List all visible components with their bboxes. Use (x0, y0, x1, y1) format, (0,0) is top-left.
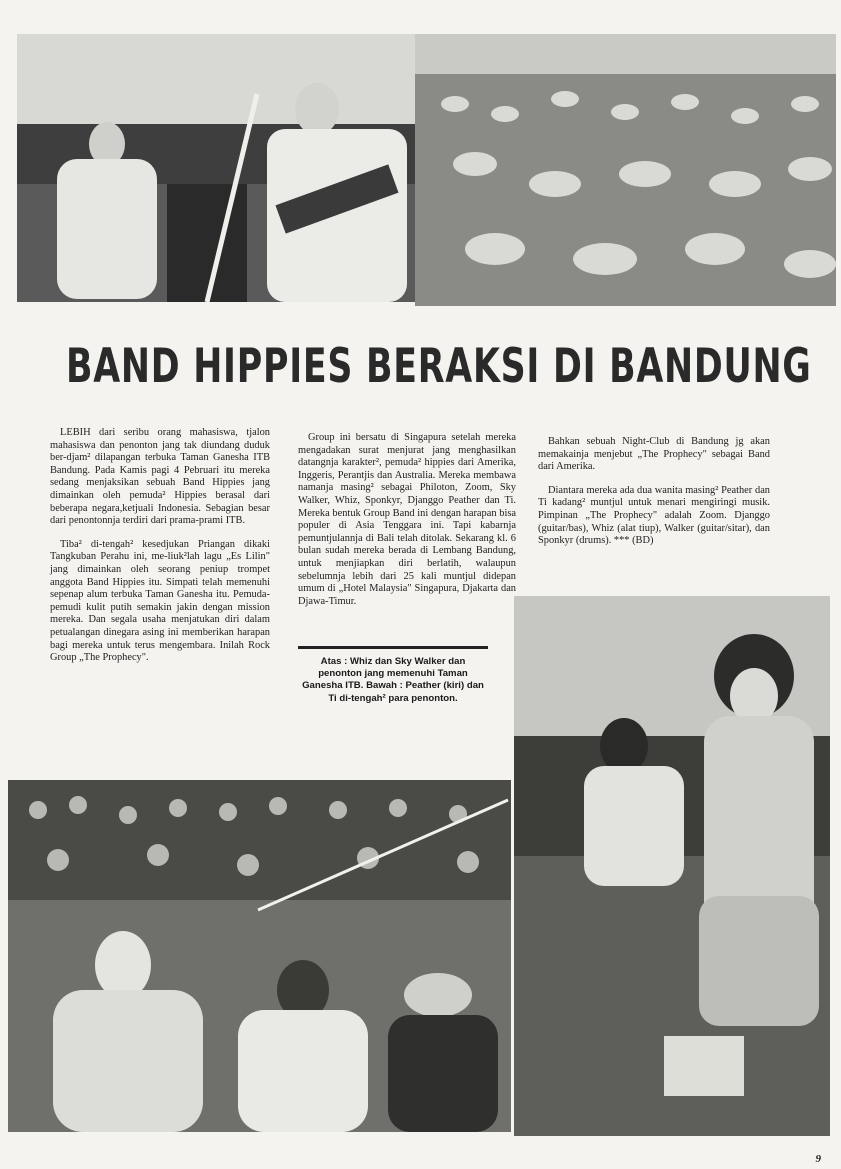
article-column-3 (538, 436, 770, 559)
photo-band-performing (17, 34, 415, 302)
page-number: 9 (815, 1153, 821, 1165)
article-paragraph: Diantara mereka ada dua wanita masing² Peather dan Ti kadang² muntjul untuk menari mengiringi musik. Pimpinan „The Prophecy" adalah Zoom. Djanggo (guitar/bas), Whiz (alat tiup), Walker (guitar/sitar), dan Sponkyr (drums). *** (BD) (538, 484, 770, 547)
article-paragraph: Group ini bersatu di Singapura setelah mereka mengadakan surat menjurat jang menghasilkan datangnja karakter², pemuda² hippies dari Amerika, Inggeris, Perantjis dan Australia. Mereka membawa namanja masing² sebagai Philoton, Zoom, Sky Walker, Whiz, Sponkyr, Djanggo Peather dan Ti. Mereka bentuk Group Band ini dengan harapan bisa populer di Asia Tenggara ini. Tapi kabarnja pemuntjulannja di Bali telah ditolak. Sekarang kl. 6 bulan sudah mereka berada di Lembang Bandung, untuk menjiapkan diri berlatih, walaupun sebelumnja lebih dari 25 kali muntjul didepan umum di „Hotel Malaysia" Singapura, Djakarta dan Djawa-Timur. (298, 432, 516, 607)
article-column-2 (298, 432, 516, 619)
photo-peather-with-audience (8, 780, 511, 1132)
article-paragraph: LEBIH dari seribu orang mahasiswa, tjalon mahasiswa dan penonton jang tak diundang duduk ber-djam² dilapangan terbuka Taman Ganesha ITB Bandung. Pada Kamis pagi 4 Pebruari itu mereka sedang menjaksikan sebuah Band Hippies jang dimainkan oleh pemuda² Hippies berasal dari beberapa negara,ketjuali Indonesia. Sebagian besar dari penontonnja terdiri dari prama-prami ITB. (50, 427, 270, 527)
photo-ti-seated (514, 596, 830, 1136)
photo-caption: Atas : Whiz dan Sky Walker dan penonton jang memenuhi Taman Ganesha ITB. Bawah : Peather (kiri) dan Ti di-tengah² para penonton. (302, 656, 484, 704)
article-paragraph: Tiba² di-tengah² kesedjukan Priangan dikaki Tangkuban Perahu ini, me-liuk²lah lagu „Es Lilin" jang dimainkan oleh seorang peniup trompet anggota Band Hippies itu. Simpati telah memenuhi sepenap alum terbuka Taman Ganesha itu. Pemuda-pemudi kulit putih semakin jakin dengan mission mereka. Dan segala usaha menjatukan diri dalam petualangan dinegara asing ini memberikan harapan bagi mereka untuk terus mengembara. Inilah Rock Group „The Prophecy". (50, 538, 270, 664)
caption-rule (298, 646, 488, 649)
article-paragraph: Bahkan sebuah Night-Club di Bandung jg akan memakainja menjebut „The Prophecy" sebagai Band dari Amerika. (538, 436, 770, 473)
headline: BAND HIPPIES BERAKSI DI BANDUNG (66, 339, 812, 394)
photo-crowd (415, 34, 836, 306)
article-column-1 (50, 427, 270, 676)
